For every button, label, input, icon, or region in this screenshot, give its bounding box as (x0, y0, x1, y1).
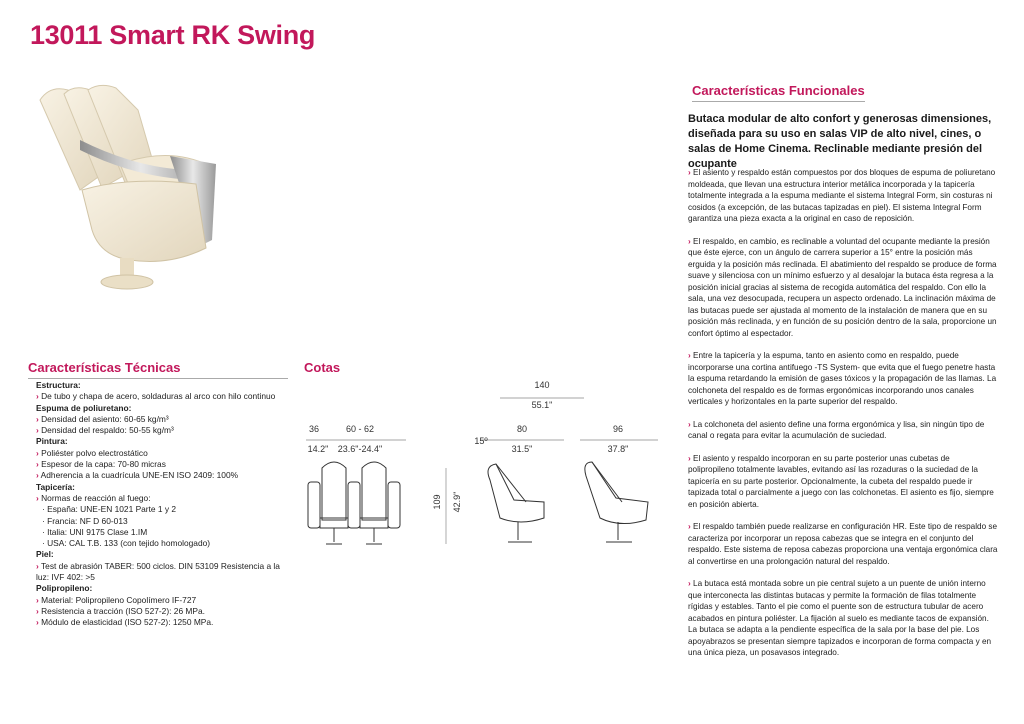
arrow-icon: › (688, 351, 691, 360)
spec-item: › Espesor de la capa: 70-80 micras (36, 459, 166, 470)
spec-heading: Polipropileno: (36, 583, 93, 594)
paragraph: › La butaca está montada sobre un pie central sujeto a un puente de unión interno que interconecta las distintas butacas y permite la formación de filas totalmente rígidas y estables. Tanto el pie como el puente son de estructura tubular de acero acabados en pintura poliéster. La fijación al suelo es mediante tacos de expansión. La butaca se adapta a la pendiente específica de la sala por la base del pie. Los apoyabrazos se presentan siempre tapizados e incorporan de forma compacta y en una única pieza, un posavasos integrado. (688, 579, 992, 657)
paragraph: › El respaldo también puede realizarse en configuración HR. Este tipo de respaldo se caracteriza por incorporar un reposa cabezas que se integra en el conjunto del respaldo. Este sistema de reposa cabezas proporciona una ventaja ergonómica clara al convertirse en una prolongación natural del respaldo. (688, 522, 998, 566)
spec-item: › Material: Polipropileno Copolímero IF-727 (36, 594, 197, 605)
cotas-title: Cotas (304, 360, 341, 375)
spec-heading: Tapicería: (36, 481, 75, 492)
paragraph: › La colchoneta del asiento define una forma ergonómica y lisa, sin ningún tipo de canal o regata para evitar la acumulación de suciedad. (688, 419, 985, 440)
spec-item: › Resistencia a tracción (ISO 527-2): 26 MPa. (36, 605, 205, 616)
spec-item: › Poliéster polvo electrostático (36, 447, 148, 458)
spec-item: › De tubo y chapa de acero, soldaduras al arco con hilo continuo (36, 391, 276, 402)
paragraph: › El asiento y respaldo incorporan en su parte posterior unas cubetas de polipropileno totalmente lavables, evitando así las rozaduras o la suciedad de la tapicería en su parte posterior. Opcionalmente, la cubeta del respaldo puede ir tapizada total o parcialmente a juego con las colchonetas. El asiento es fijo, siempre en posición abierta. (688, 453, 994, 509)
dim-80: 80 (516, 424, 528, 434)
dim-36: 36 (308, 424, 320, 434)
arrow-icon: › (688, 168, 691, 177)
spec-item: · Italia: UNI 9175 Clase 1.IM (42, 526, 148, 537)
arrow-icon: › (688, 419, 691, 429)
spec-item: › Test de abrasión TABER: 500 ciclos. DIN 53109 Resistencia a la luz: IVF 402: >5 (36, 560, 280, 583)
spec-heading: Estructura: (36, 380, 81, 390)
spec-item: › Normas de reacción al fuego: (36, 492, 151, 503)
spec-item: › Densidad del asiento: 60-65 kg/m³ (36, 413, 169, 424)
dimension-drawings (300, 372, 670, 562)
spec-heading: Piel: (36, 549, 54, 560)
intro-text: Butaca modular de alto confort y generosas dimensiones, diseñada para su uso en salas VIP de alto nivel, cines, o salas de Home Cinema. Reclinable mediante presión del ocupante (688, 113, 992, 170)
dim-109-in: 42.9" (452, 491, 462, 513)
dim-36-in: 14.2" (307, 444, 329, 454)
spec-item: › Adherencia a la cuadrícula UNE-EN ISO 2409: 100% (36, 470, 239, 481)
arrow-icon: › (688, 236, 691, 246)
page-title: 13011 Smart RK Swing (30, 20, 316, 50)
arrow-icon: › (688, 522, 691, 531)
dim-96: 96 (612, 424, 624, 434)
spec-item: · España: UNE-EN 1021 Parte 1 y 2 (42, 504, 177, 515)
spec-item: · USA: CAL T.B. 133 (con tejido homologado) (42, 538, 211, 549)
tecnicas-title: Características Técnicas (28, 360, 288, 379)
dim-60-62: 60 - 62 (345, 424, 375, 434)
spec-item: › Densidad del respaldo: 50-55 kg/m³ (36, 425, 174, 436)
funcional-paragraphs (688, 167, 998, 670)
dim-140: 140 (534, 380, 550, 390)
dim-60-62-in: 23.6"-24.4" (337, 444, 383, 454)
dim-angle: 15º (474, 436, 488, 446)
tech-specs (36, 380, 292, 629)
paragraph: › El respaldo, en cambio, es reclinable a voluntad del ocupante mediante la presión que éste ejerce, con un ángulo de carrera superior a 15° entre la posición más erguida y la posición más reclinada. El abatimiento del respaldo se produce de forma suave y silenciosa con un mínimo esfuerzo y al desalojar la butaca ésta regresa a la posición inicial gracias al sistema de recogida automática del respaldo. Con ello la sala, una vez desocupada, recupera un aspecto ordenado. La inclinación máxima de las butacas puede ser ajustada al momento de la instalación de manera que en su posición más reclinada, y en función de su posición dentro de la sala, proporcione un confort óptimo al espectador. (688, 236, 997, 338)
paragraph: › El asiento y respaldo están compuestos por dos bloques de espuma de poliuretano moldeada, que llevan una estructura interior metálica incorporada y la tapicería totalmente integrada a la espuma mediante el sistema Integral Form, sin costuras ni cosidos (a excepción, de las butacas tapizadas en piel). El sistema Integral Form garantiza una pieza exacta a la original en caso de reposición. (688, 168, 996, 223)
dim-80-in: 31.5" (511, 444, 533, 454)
arrow-icon: › (688, 579, 691, 588)
dim-109: 109 (432, 494, 442, 510)
spec-heading: Espuma de poliuretano: (36, 402, 132, 413)
chair-photo (20, 80, 260, 320)
dim-140-in: 55.1" (531, 400, 553, 410)
spec-item: · Francia: NF D 60-013 (42, 515, 128, 526)
spec-item: › Módulo de elasticidad (ISO 527-2): 1250 MPa. (36, 617, 214, 628)
dim-96-in: 37.8" (607, 444, 629, 454)
funcional-title: Características Funcionales (692, 83, 865, 102)
spec-heading: Pintura: (36, 436, 68, 447)
paragraph: › Entre la tapicería y la espuma, tanto en asiento como en respaldo, puede incorporarse una cortina antifuego -TS System- que evita que el fuego penetre hasta la espuma retardando la emisión de gases tóxicos y la propagación de las llamas. La colchoneta del respaldo es de formas ergonómicas incorporando unos canales verticales y horizontales en la parte superior del respaldo. (688, 351, 997, 406)
arrow-icon: › (688, 453, 691, 463)
